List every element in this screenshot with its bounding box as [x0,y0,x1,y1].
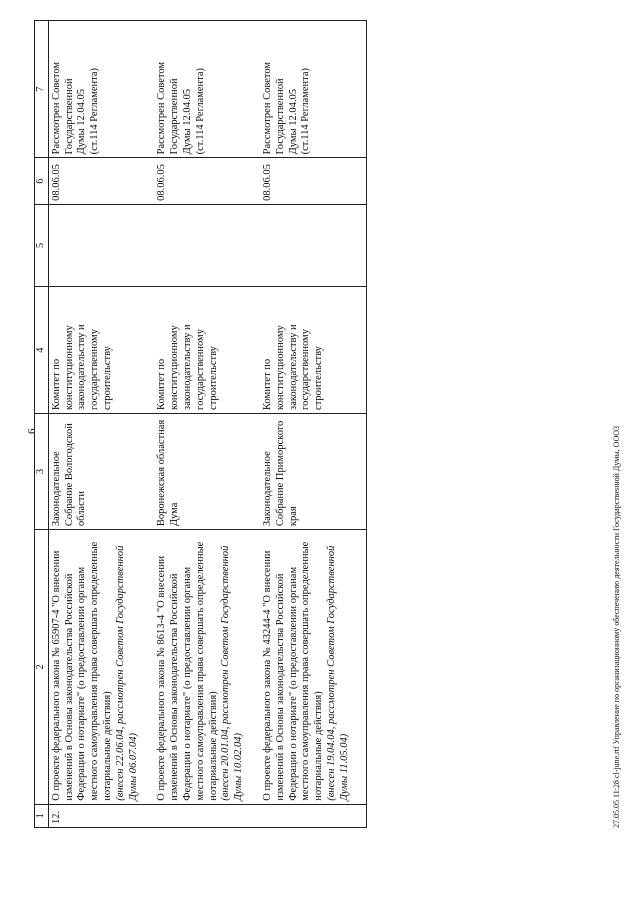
status-line: Рассмотрен Советом [50,61,62,155]
bill-description [260,530,366,805]
header-cell: 1 [35,804,49,827]
bill-title: О проекте федерального закона № 43244-4 "О внесении изменений в Основы законодательства Российской Федерации о нотариате" (о предоставлении органам местного самоуправления права совершать определенные нотариальные действия) [261,541,325,801]
responsible-committee: Комитет по конституционному законодательству и государственному строительству [48,287,154,414]
table-row [48,21,154,828]
header-cell: 3 [35,413,49,529]
status-line: Государственной [63,78,75,155]
page-number: 6 [26,428,38,434]
status-line: (ст.114 Регламента) [300,67,312,155]
review-status [260,21,366,158]
header-cell: 7 [35,21,49,158]
bill-author: Законодательное Собрание Приморского края [260,413,366,529]
empty-cell [48,204,154,286]
empty-cell [154,204,260,286]
review-status [48,21,154,158]
review-date: 08.06.05 [260,158,366,204]
header-cell: 6 [35,158,49,204]
row-number [154,804,260,827]
responsible-committee: Комитет по конституционному законодательству и государственному строительству [260,287,366,414]
bill-title: О проекте федерального закона № 8613-4 "О внесении изменений в Основы законодательства Российской Федерации о нотариате" (о предоставлении органам местного самоуправления права совершать определенные нотариальные действия) [156,541,219,801]
row-number [260,804,366,827]
bill-author: Законодательное Собрание Вологодской области [48,413,154,529]
table-header-row [35,21,49,828]
bill-description [154,530,260,805]
status-line: Государственной [274,78,286,155]
review-date: 08.06.05 [48,158,154,204]
table-row [260,21,366,828]
review-date: 08.06.05 [154,158,260,204]
bill-note: (внесен 20.01.04, рассмотрен Советом Государственной Думы 10.02.04) [220,545,245,801]
responsible-committee: Комитет по конституционному законодательству и государственному строительству [154,287,260,414]
bill-description [48,530,154,805]
bill-note: (внесен 19.04.04, рассмотрен Советом Государственной Думы 11.05.04) [325,545,350,801]
header-cell: 2 [35,530,49,805]
status-line: (ст.114 Регламента) [89,67,101,155]
status-line: Думы 12.04.05 [287,89,299,155]
row-number: 12. [48,804,154,827]
status-line: Рассмотрен Советом [261,61,273,155]
status-line: (ст.114 Регламента) [194,67,206,155]
header-cell: 5 [35,204,49,286]
bill-author: Воронежская областная Дума [154,413,260,529]
empty-cell [260,204,366,286]
review-status [154,21,260,158]
status-line: Государственной [169,78,181,155]
status-line: Думы 12.04.05 [76,89,88,155]
status-line: Думы 12.04.05 [181,89,193,155]
footer-note: 27.05.05 11:28 cl-june.rtf Управление по организационному обеспечению деятельности Государственной Думы, ООО3 [612,425,621,828]
document-table [34,20,367,828]
table-row [154,21,260,828]
bill-title: О проекте федерального закона № 65907-4 "О внесении изменений в Основы законодательства Российской Федерации о нотариате" (о предоставлении органам местного самоуправления права совершать определенные нотариальные действия) [50,541,113,801]
status-line: Рассмотрен Советом [156,61,168,155]
header-cell: 4 [35,287,49,414]
bill-note: (внесен 22.06.04, рассмотрен Советом Государственной Думы 06.07.04) [114,545,139,801]
